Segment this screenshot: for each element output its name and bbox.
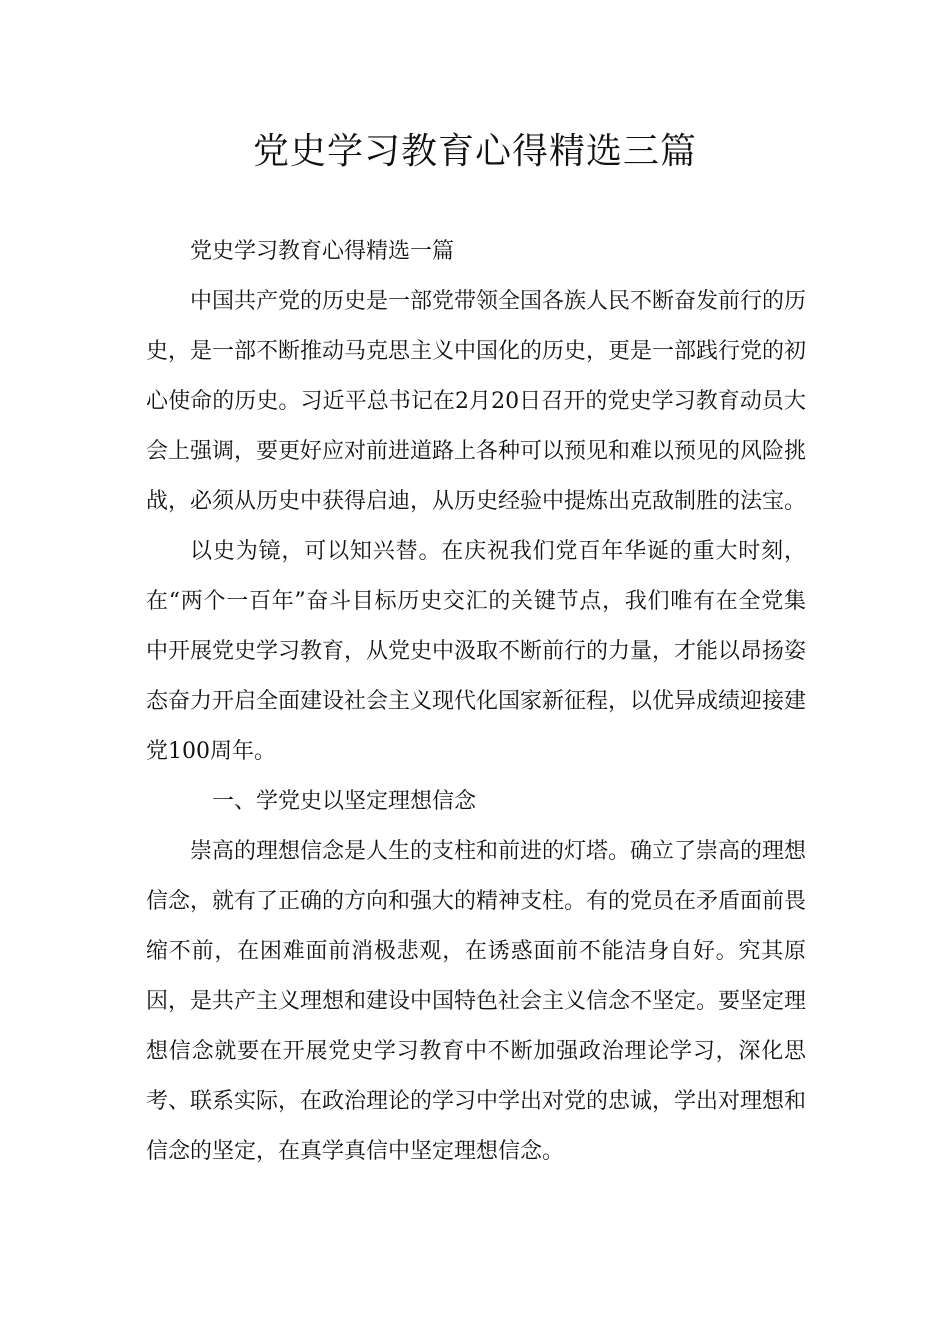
document-body — [146, 227, 806, 1177]
paragraph-3: 崇高的理想信念是人生的支柱和前进的灯塔。确立了崇高的理想信念，就有了正确的方向和强大的精神支柱。有的党员在矛盾面前畏缩不前，在困难面前消极悲观，在诱惑面前不能洁身自好。究其原因，是共产主义理想和建设中国特色社会主义信念不坚定。要坚定理想信念就要在开展党史学习教育中不断加强政治理论学习，深化思考、联系实际，在政治理论的学习中学出对党的忠诚，学出对理想和信念的坚定，在真学真信中坚定理想信念。 — [146, 839, 807, 1164]
document-title: 党史学习教育心得精选三篇 — [252, 131, 697, 172]
section-heading: 一、学党史以坚定理想信念 — [212, 789, 477, 814]
paragraph-2: 以史为镜，可以知兴替。在庆祝我们党百年华诞的重大时刻，在“两个一百年”奋斗目标历史交汇的关键节点，我们唯有在全党集中开展党史学习教育，从党史中汲取不断前行的力量，才能以昂扬姿态奋力开启全面建设社会主义现代化国家新征程，以优异成绩迎接建党100周年。 — [146, 539, 807, 764]
paragraph-1: 中国共产党的历史是一部党带领全国各族人民不断奋发前行的历史，是一部不断推动马克思主义中国化的历史，更是一部践行党的初心使命的历史。习近平总书记在2月20日召开的党史学习教育动员大会上强调，要更好应对前进道路上各种可以预见和难以预见的风险挑战，必须从历史中获得启迪，从历史经验中提炼出克敌制胜的法宝。 — [146, 289, 807, 514]
article-subtitle: 党史学习教育心得精选一篇 — [190, 239, 455, 264]
